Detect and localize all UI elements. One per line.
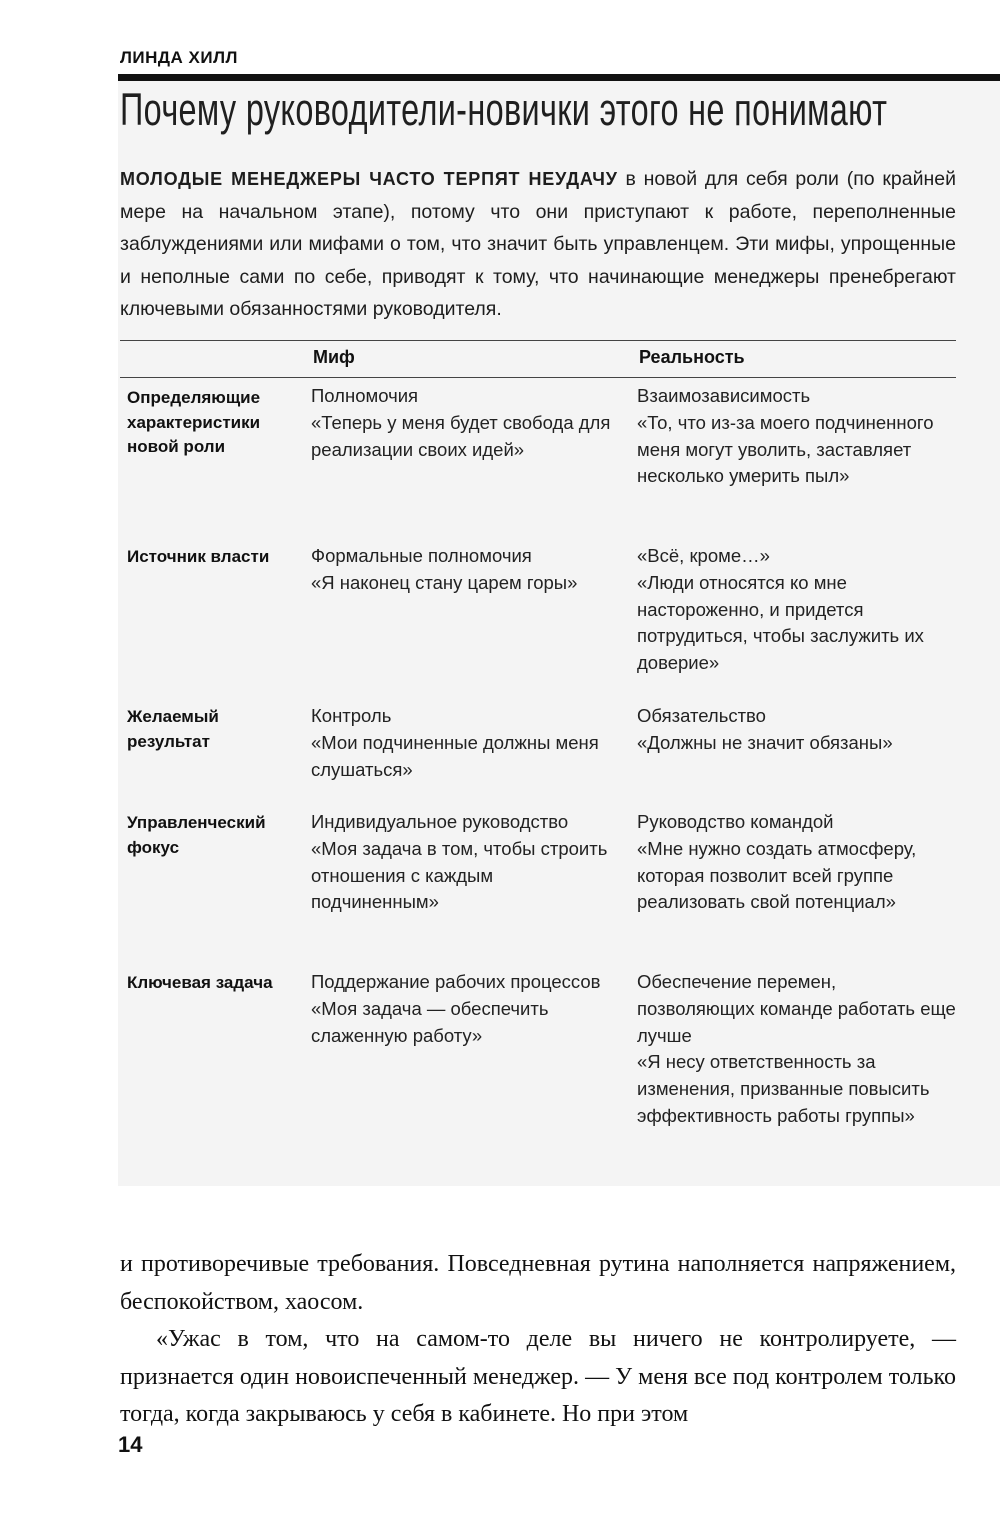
- table-header-reality: Реальность: [639, 347, 745, 367]
- table-header-myth: Миф: [313, 347, 355, 367]
- myth-title: Индивидуальное руководство: [311, 811, 569, 832]
- page-number: 14: [118, 1432, 143, 1457]
- table-cell-reality: [637, 809, 957, 916]
- row-label: Желаемый результат: [127, 707, 219, 751]
- reality-quote: «Люди относятся ко мне настороженно, и придется потрудиться, чтобы заслужить их доверие»: [637, 571, 924, 674]
- row-label: Ключевая задача: [127, 973, 273, 992]
- table-cell-myth: [311, 809, 621, 916]
- reality-title: Руководство командой: [637, 811, 834, 832]
- row-label: Определяющие характеристики новой роли: [127, 388, 261, 456]
- intro-rest: в новой для себя роли (по крайней мере на начальном этапе), потому что они приступают к работе, переполненные заблуждениями или мифами о том, что значит быть управленцем. Эти мифы, упрощенные и неполные сами по себе, приводят к тому, что начинающие менеджеры пренебрегают ключевыми обязанностями руководителя.: [120, 168, 956, 320]
- table-cell-reality: [637, 703, 957, 757]
- intro-lead: МОЛОДЫЕ МЕНЕДЖЕРЫ ЧАСТО ТЕРПЯТ НЕУДАЧУ: [120, 169, 618, 189]
- table-cell-reality: [637, 383, 957, 490]
- body-paragraph: и противоречивые требования. Повседневная рутина наполняется напряжением, беспокойством, хаосом.: [120, 1251, 956, 1315]
- table-cell-myth: [311, 703, 621, 783]
- table-cell-myth: [311, 969, 621, 1049]
- myth-title: Полномочия: [311, 385, 419, 406]
- table-header-rule: [120, 377, 956, 378]
- reality-title: Взаимозависимость: [637, 385, 811, 406]
- top-rule: [118, 74, 1000, 81]
- table-top-rule: [120, 340, 956, 341]
- sidebar-title: Почему руководители-новички этого не понимают: [120, 84, 888, 135]
- body-paragraph: «Ужас в том, что на самом-то деле вы ничего не контролируете, — признается один новоиспеченный менеджер. — У меня все под контролем только тогда, когда закрываюсь у себя в кабинете. Но при этом: [120, 1326, 956, 1427]
- table-cell-reality: [637, 543, 957, 677]
- reality-title: Обеспечение перемен, позволяющих команде работать еще лучше: [637, 971, 956, 1046]
- body-text: [120, 1246, 956, 1434]
- myth-quote: «Мои подчиненные должны меня слушаться»: [311, 731, 599, 780]
- myth-quote: «Я наконец стану царем горы»: [311, 571, 578, 593]
- myth-title: Контроль: [311, 705, 392, 726]
- reality-quote: «Должны не значит обязаны»: [637, 731, 893, 753]
- reality-quote: «Мне нужно создать атмосферу, которая позволит всей группе реализовать свой потенциал»: [637, 837, 917, 913]
- running-head-author: ЛИНДА ХИЛЛ: [120, 48, 238, 67]
- reality-title: «Всё, кроме…»: [637, 545, 770, 566]
- row-label: Управленческий фокус: [127, 813, 266, 857]
- table-cell-myth: [311, 543, 621, 597]
- table-cell-reality: [637, 969, 957, 1130]
- myth-quote: «Моя задача в том, чтобы строить отношения с каждым подчиненным»: [311, 837, 608, 913]
- reality-quote: «То, что из-за моего подчиненного меня могут уволить, заставляет несколько умерить пыл»: [637, 411, 934, 487]
- reality-quote: «Я несу ответственность за изменения, призванные повысить эффективность работы группы»: [637, 1051, 930, 1126]
- sidebar-intro: [120, 163, 956, 326]
- myth-quote: «Моя задача — обеспечить слаженную работу»: [311, 997, 549, 1046]
- table-cell-myth: [311, 383, 621, 463]
- myth-title: Формальные полномочия: [311, 545, 532, 566]
- myth-quote: «Теперь у меня будет свобода для реализации своих идей»: [311, 411, 611, 460]
- myth-title: Поддержание рабочих процессов: [311, 971, 601, 992]
- row-label: Источник власти: [127, 547, 270, 566]
- reality-title: Обязательство: [637, 705, 766, 726]
